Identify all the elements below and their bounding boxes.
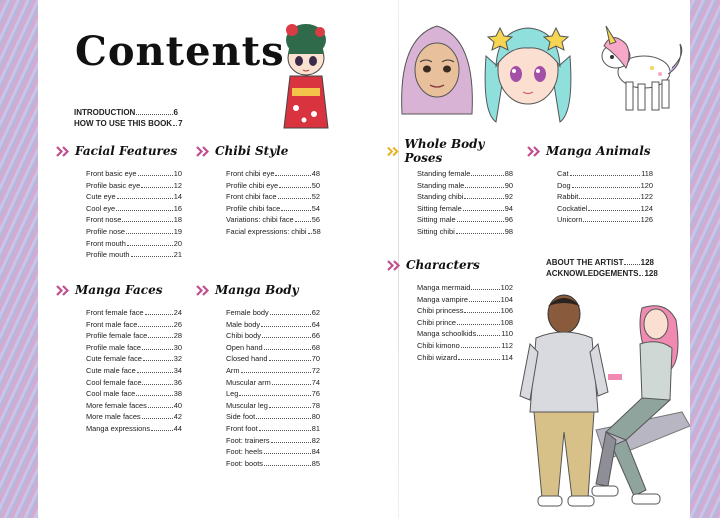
entry-page: 40 bbox=[173, 400, 182, 410]
entry-label: Cool male face bbox=[86, 389, 136, 399]
entry-page: 108 bbox=[500, 317, 513, 327]
entry-label: Cute eye bbox=[86, 192, 116, 202]
entry-page: 56 bbox=[311, 215, 320, 225]
chevron-right-icon bbox=[196, 146, 210, 157]
entry-label: Chibi prince bbox=[417, 317, 457, 327]
entry-page: 74 bbox=[311, 377, 320, 387]
entry-page: 81 bbox=[311, 423, 320, 433]
entry-page: 94 bbox=[504, 203, 513, 213]
section-manga-faces bbox=[56, 280, 182, 435]
entry-label: Front male face bbox=[86, 319, 138, 329]
entry-page: 28 bbox=[173, 331, 182, 341]
toc-entry[interactable] bbox=[86, 330, 182, 342]
toc-entry[interactable] bbox=[226, 214, 320, 226]
entry-label: ABOUT THE ARTIST bbox=[546, 258, 624, 267]
entry-label: Manga vampire bbox=[417, 294, 468, 304]
toc-entry[interactable] bbox=[226, 203, 320, 215]
toc-entry[interactable] bbox=[226, 423, 320, 435]
toc-entry[interactable] bbox=[417, 226, 513, 238]
entry-page: 92 bbox=[504, 192, 513, 202]
toc-entry[interactable] bbox=[86, 238, 182, 250]
toc-entry[interactable] bbox=[417, 180, 513, 192]
entry-label: Cool female face bbox=[86, 377, 142, 387]
toc-entry[interactable] bbox=[86, 168, 182, 180]
section-heading bbox=[387, 255, 513, 275]
toc-entry[interactable] bbox=[417, 168, 513, 180]
toc-entry[interactable] bbox=[546, 268, 658, 280]
entry-label: Profile mouth bbox=[86, 250, 130, 260]
entry-page: 104 bbox=[500, 294, 513, 304]
entry-label: Manga mermaid bbox=[417, 283, 471, 292]
toc-entry[interactable] bbox=[226, 365, 320, 377]
toc-entry[interactable] bbox=[226, 330, 320, 342]
entry-page: 6 bbox=[173, 108, 178, 117]
toc-entry[interactable] bbox=[86, 307, 182, 319]
toc-entry[interactable] bbox=[86, 249, 182, 261]
entry-label: More female faces bbox=[86, 400, 147, 410]
entry-label: Cockatiel bbox=[557, 203, 588, 213]
section-heading bbox=[56, 280, 182, 300]
toc-entry[interactable] bbox=[417, 305, 513, 317]
entry-label: Sitting chibi bbox=[417, 226, 455, 236]
entry-page: 76 bbox=[311, 389, 320, 399]
toc-entry[interactable] bbox=[226, 191, 320, 203]
chevron-right-icon bbox=[196, 285, 210, 296]
entry-page: 18 bbox=[173, 215, 182, 225]
pastel-twin-tail-girl-illustration bbox=[476, 12, 580, 126]
entry-list bbox=[226, 307, 320, 469]
entry-label: Profile basic eye bbox=[86, 180, 141, 190]
entry-page: 126 bbox=[640, 215, 653, 225]
entry-page: 114 bbox=[501, 352, 513, 362]
chevron-right-icon bbox=[387, 260, 401, 271]
entry-label: Male body bbox=[226, 319, 261, 329]
entry-label: Front mouth bbox=[86, 238, 126, 248]
toc-entry[interactable] bbox=[86, 400, 182, 412]
entry-page: 106 bbox=[500, 306, 513, 316]
entry-page: 62 bbox=[311, 308, 320, 317]
entry-page: 82 bbox=[311, 435, 320, 445]
section-title: Chibi Style bbox=[215, 144, 289, 158]
chevron-right-icon bbox=[387, 146, 399, 157]
intro-list bbox=[74, 108, 183, 129]
entry-page: 70 bbox=[311, 354, 320, 364]
toc-entry[interactable] bbox=[417, 214, 513, 226]
section-heading bbox=[196, 280, 320, 300]
entry-page: 102 bbox=[500, 283, 513, 292]
toc-entry[interactable] bbox=[226, 226, 320, 238]
entry-page: 80 bbox=[311, 412, 320, 422]
section-characters bbox=[387, 255, 513, 363]
toc-entry[interactable] bbox=[557, 214, 653, 226]
toc-entry[interactable] bbox=[226, 411, 320, 423]
entry-page: 72 bbox=[311, 365, 320, 375]
entry-page: 30 bbox=[173, 342, 182, 352]
toc-entry[interactable] bbox=[86, 203, 182, 215]
entry-label: Chibi kimono bbox=[417, 340, 460, 350]
toc-entry[interactable] bbox=[86, 214, 182, 226]
toc-entry[interactable] bbox=[417, 328, 513, 340]
section-whole-body-poses bbox=[387, 137, 513, 238]
entry-page: 48 bbox=[311, 169, 320, 178]
entry-list bbox=[86, 168, 182, 261]
entry-page: 7 bbox=[178, 118, 183, 128]
section-title: Facial Features bbox=[75, 144, 178, 158]
entry-label: Open hand bbox=[226, 342, 263, 352]
entry-page: 85 bbox=[311, 458, 320, 468]
entry-label: Profile chibi eye bbox=[226, 180, 279, 190]
entry-page: 50 bbox=[311, 180, 320, 190]
page-title: Contents bbox=[75, 28, 285, 75]
entry-label: Foot: trainers bbox=[226, 435, 270, 445]
entry-page: 14 bbox=[173, 192, 182, 202]
entry-page: 112 bbox=[501, 340, 513, 350]
entry-label: Chibi princess bbox=[417, 306, 464, 316]
toc-entry[interactable] bbox=[417, 191, 513, 203]
toc-entry[interactable] bbox=[417, 203, 513, 215]
entry-label: Unicorn bbox=[557, 215, 583, 225]
toc-entry[interactable] bbox=[86, 411, 182, 423]
entry-label: ACKNOWLEDGEMENTS bbox=[546, 268, 639, 278]
chevron-right-icon bbox=[527, 146, 541, 157]
section-title: Characters bbox=[406, 258, 480, 272]
entry-label: Chibi wizard bbox=[417, 352, 458, 362]
toc-entry[interactable] bbox=[417, 294, 513, 306]
toc-entry[interactable] bbox=[86, 180, 182, 192]
entry-label: Foot: heels bbox=[226, 447, 263, 457]
entry-label: Side foot bbox=[226, 412, 256, 422]
entry-page: 34 bbox=[173, 365, 182, 375]
entry-page: 84 bbox=[311, 447, 320, 457]
entry-label: Manga expressions bbox=[86, 423, 151, 433]
entry-page: 120 bbox=[640, 180, 653, 190]
entry-page: 128 bbox=[644, 268, 658, 278]
entry-page: 110 bbox=[501, 329, 513, 339]
entry-page: 52 bbox=[311, 192, 320, 202]
entry-page: 32 bbox=[173, 354, 182, 364]
toc-entry[interactable] bbox=[86, 377, 182, 389]
entry-label: Rabbit bbox=[557, 192, 579, 202]
toc-entry[interactable] bbox=[417, 340, 513, 352]
toc-entry[interactable] bbox=[417, 282, 513, 294]
entry-page: 19 bbox=[173, 226, 182, 236]
entry-page: 66 bbox=[311, 331, 320, 341]
entry-label: INTRODUCTION bbox=[74, 108, 136, 117]
section-heading bbox=[196, 141, 320, 161]
entry-label: Dog bbox=[557, 180, 571, 190]
chevron-right-icon bbox=[56, 146, 70, 157]
entry-label: Cat bbox=[557, 169, 569, 178]
toc-entry[interactable] bbox=[226, 180, 320, 192]
toc-entry[interactable] bbox=[74, 108, 178, 119]
entry-page: 42 bbox=[173, 412, 182, 422]
entry-label: Foot: boots bbox=[226, 458, 263, 468]
entry-label: Standing female bbox=[417, 169, 471, 178]
toc-entry[interactable] bbox=[226, 353, 320, 365]
toc-entry[interactable] bbox=[86, 319, 182, 331]
toc-entry[interactable] bbox=[557, 168, 653, 180]
toc-entry[interactable] bbox=[226, 446, 320, 458]
section-title: Manga Animals bbox=[546, 144, 651, 158]
entry-label: Front basic eye bbox=[86, 169, 137, 178]
toc-entry[interactable] bbox=[86, 226, 182, 238]
toc-entry[interactable] bbox=[226, 342, 320, 354]
entry-label: Closed hand bbox=[226, 354, 268, 364]
entry-label: Chibi body bbox=[226, 331, 261, 341]
toc-entry[interactable] bbox=[86, 423, 182, 435]
entry-label: Sitting male bbox=[417, 215, 456, 225]
kimono-chibi-girl-illustration bbox=[270, 18, 342, 136]
entry-page: 10 bbox=[173, 169, 182, 178]
entry-list bbox=[417, 168, 513, 238]
entry-page: 124 bbox=[640, 203, 653, 213]
entry-page: 20 bbox=[173, 238, 182, 248]
entry-page: 64 bbox=[311, 319, 320, 329]
entry-page: 12 bbox=[173, 180, 182, 190]
toc-entry[interactable] bbox=[417, 352, 513, 364]
entry-label: Profile nose bbox=[86, 226, 126, 236]
hijab-girl-face-illustration bbox=[396, 18, 478, 120]
entry-list bbox=[557, 168, 653, 226]
entry-label: Profile female face bbox=[86, 331, 148, 341]
entry-label: Front foot bbox=[226, 423, 258, 433]
toc-entry[interactable] bbox=[226, 458, 320, 470]
entry-page: 38 bbox=[173, 389, 182, 399]
section-chibi-style bbox=[196, 141, 320, 238]
unicorn-illustration bbox=[586, 24, 686, 118]
entry-label: Facial expressions: chibi bbox=[226, 226, 307, 236]
entry-label: Variations: chibi face bbox=[226, 215, 294, 225]
toc-entry[interactable] bbox=[86, 388, 182, 400]
toc-entry[interactable] bbox=[86, 342, 182, 354]
section-title: Manga Faces bbox=[75, 283, 163, 297]
entry-page: 26 bbox=[173, 319, 182, 329]
toc-entry[interactable] bbox=[226, 377, 320, 389]
entry-label: Leg bbox=[226, 389, 239, 399]
entry-page: 21 bbox=[173, 250, 182, 260]
section-facial-features bbox=[56, 141, 182, 261]
section-heading bbox=[527, 141, 653, 161]
entry-label: Manga schoolkids bbox=[417, 329, 477, 339]
section-title: Manga Body bbox=[215, 283, 299, 297]
toc-entry[interactable] bbox=[226, 307, 320, 319]
entry-page: 68 bbox=[311, 342, 320, 352]
entry-page: 78 bbox=[311, 400, 320, 410]
section-title: Whole Body Poses bbox=[404, 137, 485, 165]
entry-label: Cute female face bbox=[86, 354, 142, 364]
entry-label: More male faces bbox=[86, 412, 141, 422]
toc-entry[interactable] bbox=[226, 319, 320, 331]
entry-label: Cool eye bbox=[86, 203, 116, 213]
section-manga-body bbox=[196, 280, 320, 469]
toc-entry[interactable] bbox=[557, 180, 653, 192]
entry-page: 54 bbox=[311, 203, 320, 213]
toc-entry[interactable] bbox=[86, 191, 182, 203]
entry-label: Front nose bbox=[86, 215, 122, 225]
sitting-girl-illustration bbox=[586, 300, 690, 516]
entry-list bbox=[86, 307, 182, 435]
entry-label: Standing chibi bbox=[417, 192, 464, 202]
extras-list bbox=[546, 258, 658, 279]
toc-entry[interactable] bbox=[557, 203, 653, 215]
toc-entry[interactable] bbox=[226, 435, 320, 447]
section-heading bbox=[56, 141, 182, 161]
toc-entry[interactable] bbox=[557, 191, 653, 203]
entry-label: Profile male face bbox=[86, 342, 142, 352]
entry-page: 58 bbox=[312, 226, 321, 236]
toc-entry[interactable] bbox=[417, 317, 513, 329]
entry-label: Profile chibi face bbox=[226, 203, 281, 213]
entry-page: 36 bbox=[173, 377, 182, 387]
toc-entry[interactable] bbox=[226, 400, 320, 412]
toc-entry[interactable] bbox=[74, 118, 183, 130]
toc-entry[interactable] bbox=[226, 168, 320, 180]
entry-label: Standing male bbox=[417, 180, 465, 190]
chevron-right-icon bbox=[56, 285, 70, 296]
entry-label: Female body bbox=[226, 308, 269, 317]
entry-label: Front chibi face bbox=[226, 192, 277, 202]
entry-label: Front chibi eye bbox=[226, 169, 275, 178]
entry-label: HOW TO USE THIS BOOK bbox=[74, 118, 173, 128]
toc-entry[interactable] bbox=[546, 258, 654, 269]
toc-entry[interactable] bbox=[86, 365, 182, 377]
entry-page: 128 bbox=[640, 258, 654, 267]
entry-page: 96 bbox=[504, 215, 513, 225]
entry-page: 90 bbox=[504, 180, 513, 190]
entry-label: Sitting female bbox=[417, 203, 462, 213]
contents-page bbox=[38, 0, 690, 518]
entry-page: 118 bbox=[641, 169, 653, 178]
entry-page: 24 bbox=[173, 308, 182, 317]
entry-page: 44 bbox=[173, 423, 182, 433]
entry-list bbox=[226, 168, 320, 238]
entry-page: 88 bbox=[504, 169, 513, 178]
entry-label: Cute male face bbox=[86, 365, 136, 375]
entry-label: Muscular leg bbox=[226, 400, 268, 410]
section-heading bbox=[387, 137, 513, 165]
entry-label: Arm bbox=[226, 365, 240, 375]
toc-entry[interactable] bbox=[86, 353, 182, 365]
entry-list bbox=[417, 282, 513, 363]
entry-page: 16 bbox=[173, 203, 182, 213]
section-manga-animals bbox=[527, 141, 653, 226]
entry-page: 98 bbox=[504, 226, 513, 236]
toc-entry[interactable] bbox=[226, 388, 320, 400]
entry-label: Front female face bbox=[86, 308, 144, 317]
entry-label: Muscular arm bbox=[226, 377, 271, 387]
entry-page: 122 bbox=[640, 192, 653, 202]
